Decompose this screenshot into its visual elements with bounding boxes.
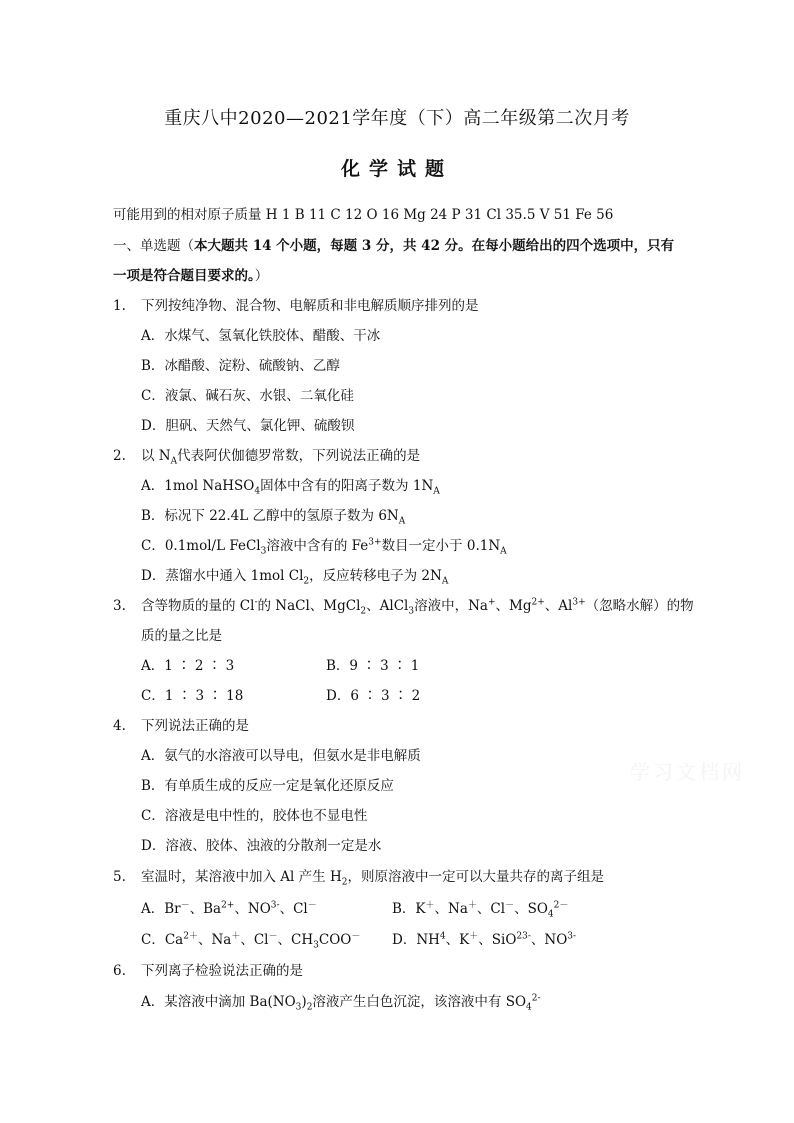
question-number: 3. bbox=[113, 598, 126, 614]
question-number: 2. bbox=[113, 448, 126, 464]
q4-option-a: A．氨气的水溶液可以导电，但氨水是非电解质 bbox=[141, 748, 421, 764]
q5c-p3: 、Cl bbox=[240, 932, 269, 948]
q5-option-b bbox=[392, 897, 569, 920]
q3-sup3: 2+ bbox=[531, 597, 545, 608]
q5-option-c bbox=[141, 928, 361, 951]
q2c-part: C．0.1mol/L FeCl bbox=[141, 538, 261, 554]
q2b-part: B．标况下 22.4L 乙醇中的氢原子数为 6N bbox=[141, 508, 399, 524]
q5d-s3: 23- bbox=[516, 931, 531, 942]
question-number: 1. bbox=[113, 298, 126, 314]
q3-stem-line2: 质的量之比是 bbox=[141, 628, 222, 644]
q2-stem-sub: A bbox=[170, 456, 178, 467]
q5c-p2: 、Na bbox=[197, 932, 232, 948]
q5d-s4: 3- bbox=[567, 931, 577, 942]
q2d-sub: 2 bbox=[303, 576, 310, 587]
q5b-sub4: 4 bbox=[547, 909, 554, 920]
q6a-p3: 溶液产生白色沉淀，该溶液中有 SO bbox=[312, 994, 527, 1010]
q6a-sub: 3 bbox=[295, 1002, 302, 1013]
q6a-p1: A．某溶液中滴加 Ba(NO bbox=[141, 994, 296, 1010]
q5b-p2: 、Na bbox=[434, 901, 468, 917]
question-1 bbox=[113, 294, 479, 314]
q3-stem-part3: 、AlCl bbox=[366, 598, 409, 614]
section-suffix: ） bbox=[254, 268, 269, 284]
q5b-p1: B．K bbox=[392, 901, 426, 917]
exam-title: 重庆八中2020—2021学年度（下）高二年级第二次月考 bbox=[164, 108, 630, 129]
section-heading bbox=[113, 234, 674, 254]
q5d-s1: 4 bbox=[439, 931, 446, 942]
q3-stem-part: 含等物质的量的 Cl bbox=[141, 598, 255, 614]
q2c-part3: 数目一定小于 0.1N bbox=[381, 538, 501, 554]
question-number: 5. bbox=[113, 869, 126, 885]
q2d-sub2: A bbox=[441, 576, 449, 587]
section-instructions-2: 一项是符合题目要求的。 bbox=[113, 268, 255, 284]
q5c-s2: ＋ bbox=[231, 931, 241, 942]
q5d-p3: 、SiO bbox=[478, 932, 517, 948]
q5c-p5: COO bbox=[318, 932, 352, 948]
q5b-s2: ＋ bbox=[467, 900, 477, 911]
q3-stem-part2: 的 NaCl、MgCl bbox=[257, 598, 361, 614]
q5c-p1: C．Ca bbox=[141, 932, 184, 948]
q2a-sub: 4 bbox=[254, 486, 261, 497]
q1-option-b: B．冰醋酸、淀粉、硫酸钠、乙醇 bbox=[141, 358, 340, 374]
question-stem: 下列说法正确的是 bbox=[141, 718, 249, 734]
q2b-sub: A bbox=[398, 516, 406, 527]
q2-stem-part2: 代表阿伏伽德罗常数，下列说法正确的是 bbox=[177, 448, 421, 464]
q5b-p3: 、Cl bbox=[476, 901, 506, 917]
q2d-part: D．蒸馏水中通入 1mol Cl bbox=[141, 568, 304, 584]
q3-sub2: 3 bbox=[408, 606, 415, 617]
q5-option-a bbox=[141, 897, 317, 917]
q3-sub: 2 bbox=[360, 606, 367, 617]
q3-stem-part6: 、Al bbox=[544, 598, 573, 614]
q2-option-a bbox=[141, 474, 440, 497]
q2d-part2: ，反应转移电子为 2N bbox=[309, 568, 442, 584]
question-4 bbox=[113, 714, 249, 734]
q6a-sub2: 2 bbox=[306, 1002, 313, 1013]
q3-stem-part7: （忽略水解）的物 bbox=[585, 598, 694, 614]
q5a-s2: 2+ bbox=[221, 900, 235, 911]
question-stem: 下列按纯净物、混合物、电解质和非电解质顺序排列的是 bbox=[141, 298, 479, 314]
question-3 bbox=[113, 594, 694, 617]
q5b-p4: 、SO bbox=[514, 901, 548, 917]
q2c-sub: 3 bbox=[260, 546, 267, 557]
q2a-part2: 固体中含有的阳离子数为 1N bbox=[260, 478, 434, 494]
q5c-s3: － bbox=[268, 931, 278, 942]
exam-subtitle: 化学试题 bbox=[340, 158, 453, 180]
q2c-part2: 溶液中含有的 Fe bbox=[266, 538, 369, 554]
q5a-s1: － bbox=[180, 900, 190, 911]
q5d-p1: D．NH bbox=[392, 932, 440, 948]
q6a-sup: 2- bbox=[531, 993, 541, 1004]
q5-stem-part2: ，则原溶液中一定可以大量共存的离子组是 bbox=[347, 869, 604, 885]
q5a-p4: 、Cl bbox=[279, 901, 308, 917]
q4-option-c: C．溶液是电中性的，胶体也不显电性 bbox=[141, 808, 368, 824]
q5b-s4: 2－ bbox=[553, 900, 569, 911]
question-stem: 下列离子检验说法正确的是 bbox=[141, 963, 303, 979]
q4-option-b: B．有单质生成的反应一定是氧化还原反应 bbox=[141, 778, 394, 794]
q1-option-a: A．水煤气、氢氧化铁胶体、醋酸、干冰 bbox=[141, 328, 381, 344]
q2a-sub2: A bbox=[433, 486, 440, 497]
q2-stem-part: 以 N bbox=[141, 448, 171, 464]
question-6 bbox=[113, 959, 303, 979]
q1-option-c: C．液氯、碱石灰、水银、二氧化硅 bbox=[141, 388, 354, 404]
q5a-s3: 3- bbox=[270, 900, 280, 911]
q5-stem-part: 室温时，某溶液中加入 Al 产生 H bbox=[141, 869, 342, 885]
question-number: 4. bbox=[113, 718, 126, 734]
q5a-p2: 、Ba bbox=[189, 901, 222, 917]
q1-option-d: D．胆矾、天然气、氯化钾、硫酸钡 bbox=[141, 418, 355, 434]
q3-option-d: D．6 ∶ 3 ∶ 2 bbox=[326, 688, 421, 704]
q4-option-d: D．溶液、胶体、浊液的分散剂一定是水 bbox=[141, 838, 382, 854]
section-heading-line2 bbox=[113, 264, 268, 284]
q2-option-b bbox=[141, 504, 406, 527]
q5c-s5: － bbox=[351, 931, 361, 942]
q3-sup: - bbox=[254, 597, 258, 608]
q5a-s4: － bbox=[307, 900, 317, 911]
q5d-s2: ＋ bbox=[469, 931, 479, 942]
q5c-s1: 2＋ bbox=[183, 931, 198, 942]
q3-stem-part5: 、Mg bbox=[495, 598, 532, 614]
q2c-sup: 3+ bbox=[368, 537, 382, 548]
q5d-p2: 、K bbox=[445, 932, 470, 948]
q3-option-c: C．1 ∶ 3 ∶ 18 bbox=[141, 688, 244, 704]
section-instructions: 本大题共 14 个小题，每题 3 分，共 42 分。在每小题给出的四个选项中，只有 bbox=[194, 238, 675, 254]
q3-sup4: 3+ bbox=[572, 597, 586, 608]
question-5 bbox=[113, 865, 604, 888]
q5c-p4: 、CH bbox=[277, 932, 314, 948]
watermark: 学习文档网 bbox=[630, 760, 745, 784]
q6a-sub3: 4 bbox=[526, 1002, 532, 1013]
q3-sup2: + bbox=[487, 597, 496, 608]
q5d-p4: 、NO bbox=[530, 932, 568, 948]
q6-option-a bbox=[141, 990, 541, 1013]
q2-option-d bbox=[141, 564, 449, 587]
q3-option-b: B．9 ∶ 3 ∶ 1 bbox=[326, 658, 420, 674]
q5a-p3: 、NO bbox=[234, 901, 271, 917]
q2c-sub2: A bbox=[500, 546, 507, 557]
q2-option-c bbox=[141, 534, 507, 557]
q5-stem-sub: 2 bbox=[341, 877, 348, 888]
section-prefix: 一、单选题（ bbox=[113, 238, 194, 254]
q2a-part: A．1mol NaHSO bbox=[141, 478, 255, 494]
q5b-s3: － bbox=[505, 900, 515, 911]
q5-option-d bbox=[392, 928, 576, 948]
question-number: 6. bbox=[113, 963, 126, 979]
q5c-sub4: 3 bbox=[313, 940, 319, 951]
q5b-s1: ＋ bbox=[425, 900, 435, 911]
q3-option-a: A．1 ∶ 2 ∶ 3 bbox=[141, 658, 235, 674]
q5a-p1: A．Br bbox=[141, 901, 181, 917]
question-2 bbox=[113, 444, 421, 467]
q6a-p2: ) bbox=[301, 994, 307, 1010]
q3-stem-part4: 溶液中，Na bbox=[414, 598, 488, 614]
atomic-mass-line: 可能用到的相对原子质量 H 1 B 11 C 12 O 16 Mg 24 P 31 Cl 35.5 V 51 Fe 56 bbox=[113, 207, 614, 223]
